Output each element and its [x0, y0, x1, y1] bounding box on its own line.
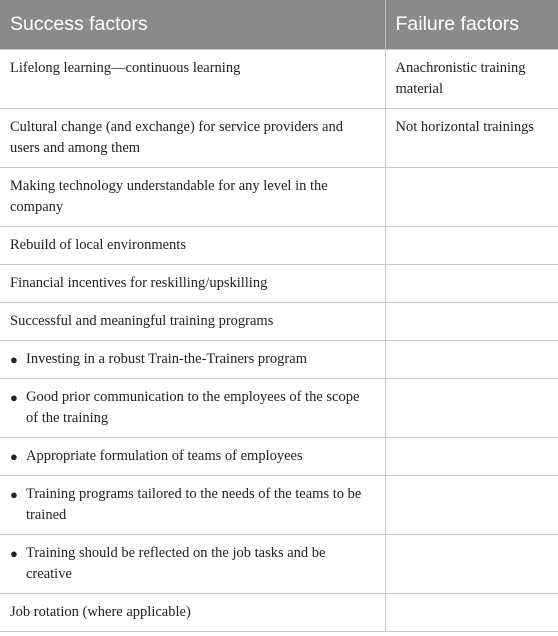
success-cell: Successful and meaningful training programs [0, 303, 385, 341]
failure-cell [385, 476, 558, 535]
bullet-item [10, 484, 375, 526]
table-row [0, 50, 558, 109]
table-header [0, 0, 558, 50]
bullet-text: Investing in a robust Train-the-Trainers program [26, 351, 307, 367]
success-cell: Making technology understandable for any level in the company [0, 168, 385, 227]
success-cell [0, 379, 385, 438]
failure-cell [385, 535, 558, 594]
table-row [0, 379, 558, 438]
bullet-icon: ● [10, 449, 18, 464]
table-row [0, 341, 558, 379]
bullet-icon: ● [10, 390, 18, 405]
success-cell: Job rotation (where applicable) [0, 594, 385, 632]
success-cell: Rebuild of local environments [0, 227, 385, 265]
bullet-icon: ● [10, 487, 18, 502]
bullet-item [10, 387, 375, 429]
success-cell [0, 476, 385, 535]
bullet-icon: ● [10, 546, 18, 561]
table-row [0, 227, 558, 265]
failure-cell [385, 168, 558, 227]
bullet-item [10, 446, 375, 467]
success-cell [0, 438, 385, 476]
table-row [0, 109, 558, 168]
failure-cell: Anachronistic training material [385, 50, 558, 109]
failure-cell [385, 438, 558, 476]
failure-cell [385, 594, 558, 632]
success-cell: Financial incentives for reskilling/upskilling [0, 265, 385, 303]
failure-factors-header: Failure factors [385, 0, 558, 50]
bullet-icon: ● [10, 352, 18, 367]
failure-cell [385, 227, 558, 265]
failure-cell: Not horizontal trainings [385, 109, 558, 168]
table-row [0, 265, 558, 303]
success-cell: Cultural change (and exchange) for service providers and users and among them [0, 109, 385, 168]
failure-cell [385, 265, 558, 303]
success-cell: Lifelong learning—continuous learning [0, 50, 385, 109]
table-row [0, 594, 558, 632]
bullet-text: Good prior communication to the employees of the scope of the training [26, 389, 360, 426]
failure-cell [385, 341, 558, 379]
bullet-text: Training should be reflected on the job tasks and be creative [26, 545, 326, 582]
bullet-item [10, 349, 375, 370]
table-body [0, 50, 558, 632]
bullet-text: Appropriate formulation of teams of employees [26, 448, 303, 464]
table-row [0, 168, 558, 227]
bullet-text: Training programs tailored to the needs of the teams to be trained [26, 486, 362, 523]
success-cell [0, 341, 385, 379]
success-factors-header: Success factors [0, 0, 385, 50]
table-row [0, 438, 558, 476]
success-cell [0, 535, 385, 594]
bullet-item [10, 543, 375, 585]
failure-cell [385, 303, 558, 341]
table-row [0, 476, 558, 535]
header-row [0, 0, 558, 50]
table-row [0, 535, 558, 594]
table-row [0, 303, 558, 341]
failure-cell [385, 379, 558, 438]
